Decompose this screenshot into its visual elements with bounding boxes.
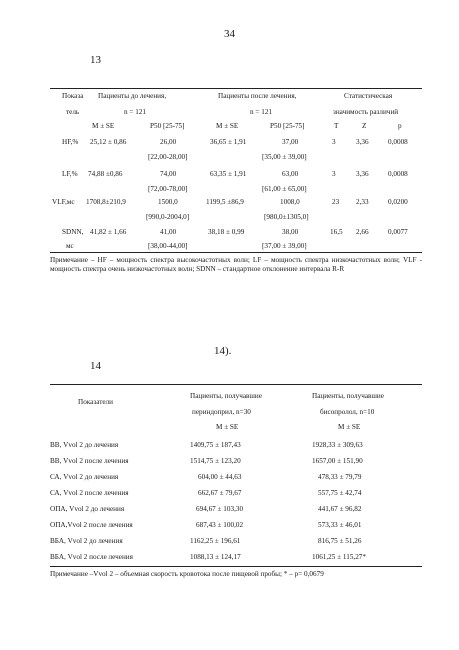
table-14-top-rule xyxy=(50,384,422,385)
table-13-row-name: HF,% xyxy=(62,138,79,146)
table-14-cell: 687,43 ± 100,02 xyxy=(196,521,244,529)
table-13-cell: 3,36 xyxy=(356,138,369,146)
table-14-cell: 1657,00 ± 151,90 xyxy=(312,457,363,465)
table-13-row-name: LF,% xyxy=(62,170,78,178)
header-mse-perindopril: M ± SE xyxy=(216,423,239,431)
header-after-group: Пациенты после лечения, xyxy=(218,92,297,100)
table-13-cell: [72,00-78,00] xyxy=(148,185,188,193)
table-13-cell: 63,35 ± 1,91 xyxy=(210,170,247,178)
table-13-bottom-rule xyxy=(50,252,422,253)
table-13-cell: 1708,8±210,9 xyxy=(86,198,126,206)
table-13-cell: 36,65 ± 1,91 xyxy=(210,138,247,146)
table-13-cell: 3,36 xyxy=(356,170,369,178)
text-fragment: 14). xyxy=(214,345,232,357)
header-p: p xyxy=(398,122,402,130)
header-bisoprolol-group: Пациенты, получавшие xyxy=(312,392,384,400)
table-14-cell: 694,67 ± 103,30 xyxy=(196,505,244,513)
table-13-cell: 1199,5 ±86,9 xyxy=(206,198,244,206)
table-13-cell: [38,00-44,00] xyxy=(148,242,188,250)
table-13-row-name: VLF,мс xyxy=(52,198,75,206)
table-13-cell: 0,0008 xyxy=(388,170,408,178)
table-13-cell: [22,00-28,00] xyxy=(148,153,188,161)
table-14-row-name: СА, Vvol 2 до лечения xyxy=(50,473,119,481)
table-13-cell: 1008,0 xyxy=(280,198,300,206)
header-stat-group-line2: значимость различий xyxy=(333,108,399,116)
header-T: T xyxy=(334,122,339,130)
table-14-note: Примечание –Vvol 2 – объемная скорость кровотока после пищевой пробы; * – p= 0,0679 xyxy=(50,570,324,578)
table-13-cell: 3 xyxy=(332,170,336,178)
header-after-n: n = 121 xyxy=(250,108,273,116)
header-p50-after: P50 [25-75] xyxy=(270,122,305,130)
table-14-cell: 1162,25 ± 196,61 xyxy=(190,537,241,545)
table-13-cell: 25,12 ± 0,86 xyxy=(90,138,127,146)
table-13-row-name-cont: мс xyxy=(66,242,74,250)
table-13-cell: 2,66 xyxy=(356,228,369,236)
header-indicator-line1: Показа xyxy=(62,92,84,100)
table-14-bottom-rule xyxy=(50,566,422,567)
table-13-cell: 1500,0 xyxy=(158,198,178,206)
header-indicators: Показатели xyxy=(78,398,113,406)
table-13-cell: 16,5 xyxy=(330,228,343,236)
table-14-number: 14 xyxy=(90,360,101,372)
table-14-cell: 557,75 ± 42,74 xyxy=(318,489,362,497)
table-13-number: 13 xyxy=(90,54,101,66)
header-before-group: Пациенты до лечения, xyxy=(98,92,167,100)
table-13-cell: [35,00 ± 39,00] xyxy=(262,153,307,161)
table-13-cell: 63,00 xyxy=(282,170,299,178)
table-13-cell: 26,00 xyxy=(160,138,177,146)
header-before-n: n = 121 xyxy=(124,108,147,116)
table-13-cell: 41,82 ± 1,66 xyxy=(90,228,127,236)
table-13-cell: 74,00 xyxy=(160,170,177,178)
header-p50-before: P50 [25-75] xyxy=(150,122,185,130)
table-13-cell: 37,00 xyxy=(282,138,299,146)
table-13-cell: 2,33 xyxy=(356,198,369,206)
table-13-cell: 0,0077 xyxy=(388,228,408,236)
header-stat-group: Статистическая xyxy=(344,92,393,100)
table-13-row-name: SDNN, xyxy=(62,228,84,236)
table-13-cell: [37,00 ± 39,00] xyxy=(262,242,307,250)
table-14-row-name: ВБА, Vvol 2 после лечения xyxy=(50,553,133,561)
header-perindopril-group: Пациенты, получавшие xyxy=(190,392,262,400)
table-13-cell: 23 xyxy=(332,198,340,206)
table-14-row-name: ВВ, Vvol 2 до лечения xyxy=(50,441,119,449)
header-perindopril-n: периндоприл, n=30 xyxy=(192,408,251,416)
table-13-top-rule xyxy=(50,88,422,89)
table-14-cell: 573,33 ± 46,01 xyxy=(318,521,362,529)
table-14-row-name: СА, Vvol 2 после лечения xyxy=(50,489,129,497)
table-14-cell: 604,00 ± 44,63 xyxy=(198,473,242,481)
table-14-cell: 478,33 ± 79,79 xyxy=(318,473,362,481)
table-14-row-name: ОПА,Vvol 2 после лечения xyxy=(50,521,133,529)
header-bisoprolol-n: бисопролол, n=10 xyxy=(320,408,375,416)
table-13-cell: [990,0-2004,0] xyxy=(146,213,190,221)
header-indicator-line2: тель xyxy=(66,108,80,116)
table-13-cell: 74,88 ±0,86 xyxy=(88,170,123,178)
table-14-row-name: ОПА, Vvol 2 до лечения xyxy=(50,505,125,513)
table-13-cell: 38,00 xyxy=(282,228,299,236)
table-13-cell: 0,0200 xyxy=(388,198,408,206)
header-mse-bisoprolol: M ± SE xyxy=(338,423,361,431)
table-13-cell: 3 xyxy=(332,138,336,146)
header-Z: Z xyxy=(362,122,367,130)
table-13-cell: [61,00 ± 65,00] xyxy=(262,185,307,193)
page-number: 34 xyxy=(224,28,235,40)
table-13-cell: 38,18 ± 0,99 xyxy=(208,228,245,236)
table-13-cell: 41,00 xyxy=(160,228,177,236)
header-mse-before: M ± SE xyxy=(92,122,115,130)
table-14-row-name: ВВ, Vvol 2 после лечения xyxy=(50,457,129,465)
table-14-cell: 662,67 ± 79,67 xyxy=(198,489,242,497)
table-14-row-name: ВБА, Vvol 2 до лечения xyxy=(50,537,123,545)
table-14-cell: 1409,75 ± 187,43 xyxy=(190,441,241,449)
table-13-cell: 0,0008 xyxy=(388,138,408,146)
table-14-cell: 441,67 ± 96,82 xyxy=(318,505,362,513)
table-14-cell: 1928,33 ± 309,63 xyxy=(312,441,363,449)
table-14-cell: 1514,75 ± 123,20 xyxy=(190,457,241,465)
header-mse-after: M ± SE xyxy=(216,122,239,130)
table-14-cell: 1088,13 ± 124,17 xyxy=(190,553,241,561)
table-14-cell: 1061,25 ± 115,27* xyxy=(312,553,366,561)
table-13-cell: [980,0±1305,0] xyxy=(264,213,309,221)
table-14-cell: 816,75 ± 51,26 xyxy=(318,537,362,545)
table-13-note: Примечание – HF – мощность спектра высокочастотных волн; LF – мощность спектра низкочастотных волн; VLF - мощность спектра очень низкочастотных волн; SDNN – стандартное отклонение интервала R-R xyxy=(50,256,422,274)
